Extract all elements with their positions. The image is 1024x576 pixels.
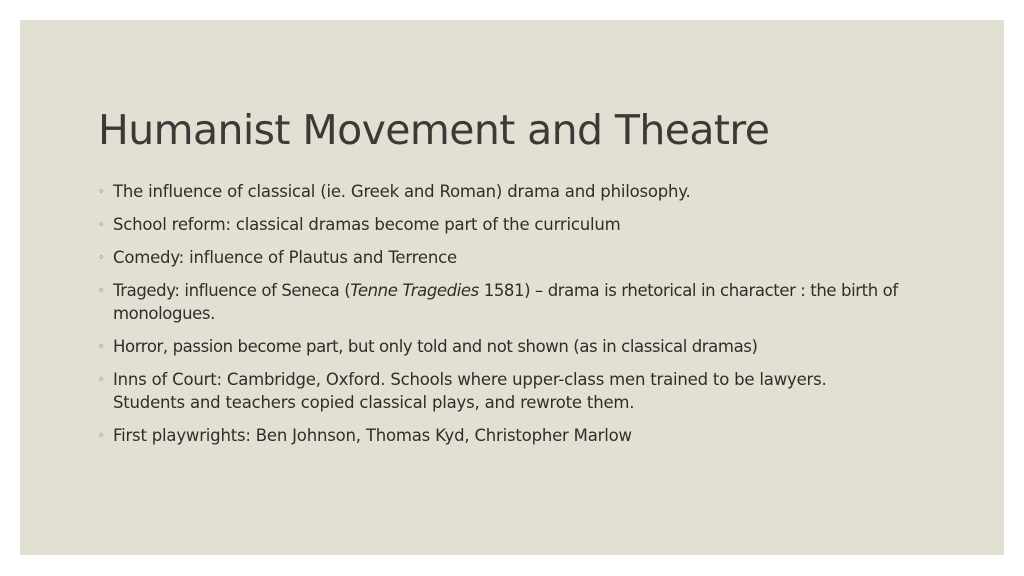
bullet-item: [98, 180, 948, 203]
bullet-circle-icon: ◦: [98, 284, 105, 297]
bullet-circle-icon: ◦: [98, 251, 105, 264]
bullet-text-end: 1581) – drama is rhetorical in character : the birth of monologues.: [113, 281, 898, 323]
bullet-text-start: Tragedy: influence of Seneca (: [113, 281, 351, 300]
slide-title: Humanist Movement and Theatre: [98, 106, 770, 154]
bullet-item: [98, 368, 948, 414]
bullet-item: [98, 279, 948, 325]
bullet-list: [98, 180, 948, 457]
bullet-item: [98, 335, 948, 358]
bullet-item: [98, 213, 948, 236]
bullet-text: School reform: classical dramas become part of the curriculum: [113, 215, 621, 234]
bullet-circle-icon: ◦: [98, 373, 105, 386]
bullet-circle-icon: ◦: [98, 218, 105, 231]
bullet-text: Inns of Court: Cambridge, Oxford. Schools where upper-class men trained to be lawyers. Students and teachers copied classical plays, and rewrote them.: [113, 370, 827, 412]
bullet-circle-icon: ◦: [98, 185, 105, 198]
bullet-circle-icon: ◦: [98, 429, 105, 442]
bullet-text: Horror, passion become part, but only told and not shown (as in classical dramas): [113, 337, 758, 356]
bullet-circle-icon: ◦: [98, 340, 105, 353]
bullet-text: The influence of classical (ie. Greek and Roman) drama and philosophy.: [113, 182, 691, 201]
bullet-text-italic-title: Tenne Tragedies: [350, 281, 479, 300]
slide: [20, 20, 1004, 555]
bullet-text: First playwrights: Ben Johnson, Thomas Kyd, Christopher Marlow: [113, 426, 632, 445]
bullet-text: Comedy: influence of Plautus and Terrence: [113, 248, 457, 267]
bullet-item: [98, 246, 948, 269]
bullet-item: [98, 424, 948, 447]
